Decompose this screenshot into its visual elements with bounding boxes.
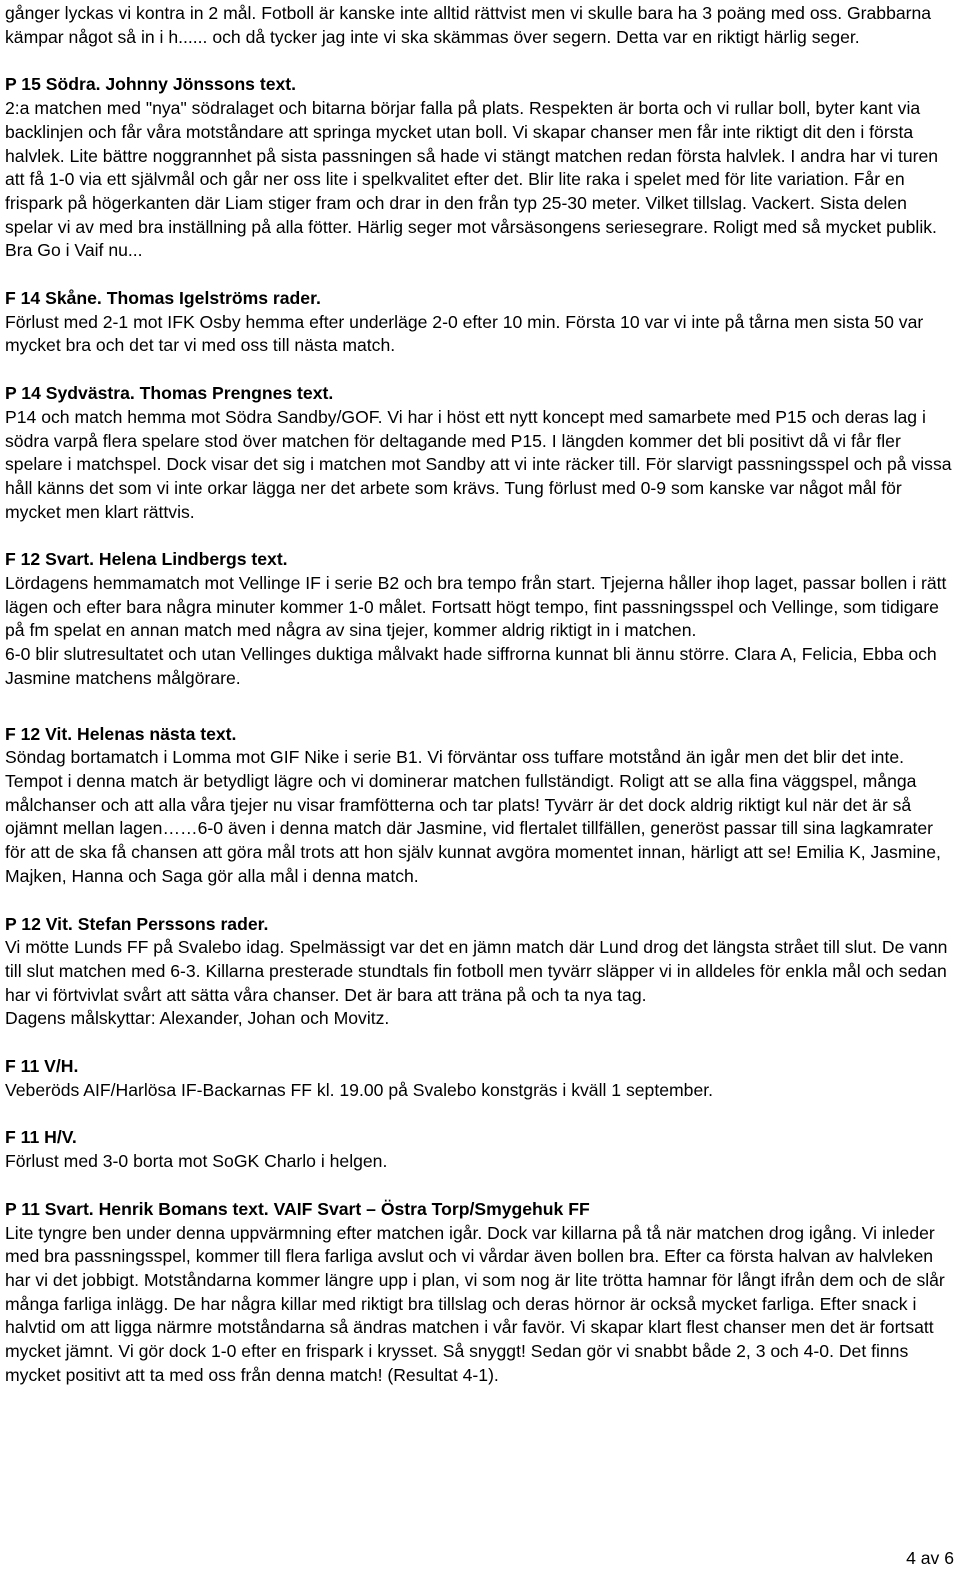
section-p12-vit <box>5 913 957 1032</box>
document-page <box>5 2 957 1387</box>
spacer <box>5 358 957 382</box>
section-title: F 14 Skåne. Thomas Igelströms rader. <box>5 288 321 309</box>
section-title: P 11 Svart. Henrik Bomans text. VAIF Svart – Östra Torp/Smygehuk FF <box>5 1198 590 1219</box>
section-title: F 11 V/H. <box>5 1056 79 1077</box>
section-f14-skane <box>5 287 957 358</box>
intro-paragraph: gånger lyckas vi kontra in 2 mål. Fotboll är kanske inte alltid rättvist men vi skulle bara ha 3 poäng med oss. Grabbarna kämpar något så in i h...... och då tycker jag inte vi ska skämmas över segern. Detta var en riktigt härlig seger. <box>5 3 932 47</box>
section-title: P 12 Vit. Stefan Perssons rader. <box>5 913 269 934</box>
section-paragraph: Veberöds AIF/Harlösa IF-Backarnas FF kl. 19.00 på Svalebo konstgräs i kväll 1 september. <box>5 1079 714 1100</box>
section-paragraph: Förlust med 3-0 borta mot SoGK Charlo i helgen. <box>5 1151 388 1172</box>
section-p14-sydvastra <box>5 382 957 524</box>
section-title: F 12 Svart. Helena Lindbergs text. <box>5 549 288 570</box>
section-p11-svart <box>5 1198 957 1388</box>
section-paragraph: Förlust med 2-1 mot IFK Osby hemma efter underläge 2-0 efter 10 min. Första 10 var vi inte på tårna men sista 50 var mycket bra och det tar vi med oss till nästa match. <box>5 311 924 356</box>
spacer <box>5 49 957 73</box>
section-title: P 15 Södra. Johnny Jönssons text. <box>5 74 297 95</box>
section-title: F 11 H/V. <box>5 1127 77 1148</box>
section-paragraph: Lördagens hemmamatch mot Vellinge IF i serie B2 och bra tempo från start. Tjejerna håller ihop laget, passar bollen i rätt lägen och efter bara några minuter kommer 1-0 målet. Fortsatt högt tempo, fint passningsspel och Vellinge, som tidigare på fm spelat en annan match med några av sina tjejer, kommer aldrig riktigt in i matchen. <box>5 573 947 641</box>
section-paragraph: 2:a matchen med "nya" södralaget och bitarna börjar falla på plats. Respekten är borta och vi rullar boll, byter kant via backlinjen och får våra motståndare att springa mycket utan boll. Vi skapar chanser men får inte riktigt dit den i första halvlek. Lite bättre noggrannhet på sista passningen så hade vi stängt matchen redan första halvlek. I andra har vi turen att få 1-0 via ett självmål och går ner oss lite i spelkvalitet efter det. Blir lite raka i spelet med för lite variation. Får en frispark på högerkanten där Liam stiger fram och drar in den från typ 25-30 meter. Vilket tillslag. Vackert. Sista delen spelar vi av med bra inställning på alla fötter. Härlig seger mot vårsäsongens seriesegrare. Roligt med så mycket publik. Bra Go i Vaif nu... <box>5 98 939 261</box>
section-title: P 14 Sydvästra. Thomas Prengnes text. <box>5 383 334 404</box>
section-paragraph: Lite tyngre ben under denna uppvärmning efter matchen igår. Dock var killarna på tå när matchen drog igång. Vi inleder med bra passningsspel, kommer till flera farliga avslut och vi vårdar även bollen bra. Efter ca första halvan av halvleken har vi det jobbigt. Motståndarna kommer längre upp i plan, vi som nog är lite trötta hamnar för långt ifrån dem och de slår många farliga inlägg. De har några killar med riktigt bra tillslag och deras hörnor är också mycket farliga. Efter snack i halvtid om att ligga närmre motståndarna så ändras matchen i vår favör. Vi skapar klart flest chanser men det är fortsatt mycket jämnt. Vi gör dock 1-0 efter en frispark i krysset. Så snyggt! Sedan gör vi snabbt både 2, 3 och 4-0. Det finns mycket positivt att ta med oss från denna match! (Resultat 4-1). <box>5 1222 945 1385</box>
section-f12-svart <box>5 548 957 690</box>
section-paragraph: P14 och match hemma mot Södra Sandby/GOF. Vi har i höst ett nytt koncept med samarbete med P15 och deras lag i södra varpå flera spelare stod över matchen för deltagande med P15. I längden kommer det bli positivt då vi får fler spelare i matchspel. Dock visar det sig i matchen mot Sandby att vi inte räcker till. För slarvigt passningsspel och på vissa håll känns det som vi inte orkar lägga ner det arbete som krävs. Tung förlust med 0-9 som kanske var något mål för mycket men klart rättvis. <box>5 406 952 522</box>
spacer <box>5 889 957 913</box>
spacer <box>5 1031 957 1055</box>
spacer <box>5 691 957 723</box>
page-number: 4 av 6 <box>906 1548 954 1568</box>
section-f12-vit <box>5 723 957 889</box>
section-paragraph: Dagens målskyttar: Alexander, Johan och Movitz. <box>5 1008 390 1029</box>
section-title: F 12 Vit. Helenas nästa text. <box>5 723 237 744</box>
spacer <box>5 524 957 548</box>
section-f11-vh <box>5 1055 957 1102</box>
section-paragraph: Vi mötte Lunds FF på Svalebo idag. Spelmässigt var det en jämn match där Lund drog det längsta strået till slut. De vann till slut matchen med 6-3. Killarna presterade stundtals fin fotboll men tyvärr släpper vi in alldeles för enkla mål och sedan har vi förtvivlat svårt att sätta våra chanser. Det är bara att träna på och ta nya tag. <box>5 937 948 1005</box>
spacer <box>5 1174 957 1198</box>
spacer <box>5 263 957 287</box>
section-f11-hv <box>5 1126 957 1173</box>
section-paragraph: Söndag bortamatch i Lomma mot GIF Nike i serie B1. Vi förväntar oss tuffare motstånd än igår men det blir det inte. Tempot i denna match är betydligt lägre och vi dominerar matchen fullständigt. Roligt att se alla fina väggspel, många målchanser och att alla våra tjejer nu visar framfötterna och tar plats! Tyvärr är det dock aldrig riktigt kul när det är så ojämnt mellan lagen……6-0 även i denna match där Jasmine, vid flertalet tillfällen, generöst passar till sina lagkamrater för att de ska få chansen att göra mål trots att hon själv kunnat avgöra momentet innan, härligt att se! Emilia K, Jasmine, Majken, Hanna och Saga gör alla mål i denna match. <box>5 747 941 886</box>
spacer <box>5 1102 957 1126</box>
section-paragraph: 6-0 blir slutresultatet och utan Vellinges duktiga målvakt hade siffrorna kunnat bli ännu större. Clara A, Felicia, Ebba och Jasmine matchens målgörare. <box>5 644 937 688</box>
section-p15-sodra <box>5 73 957 263</box>
